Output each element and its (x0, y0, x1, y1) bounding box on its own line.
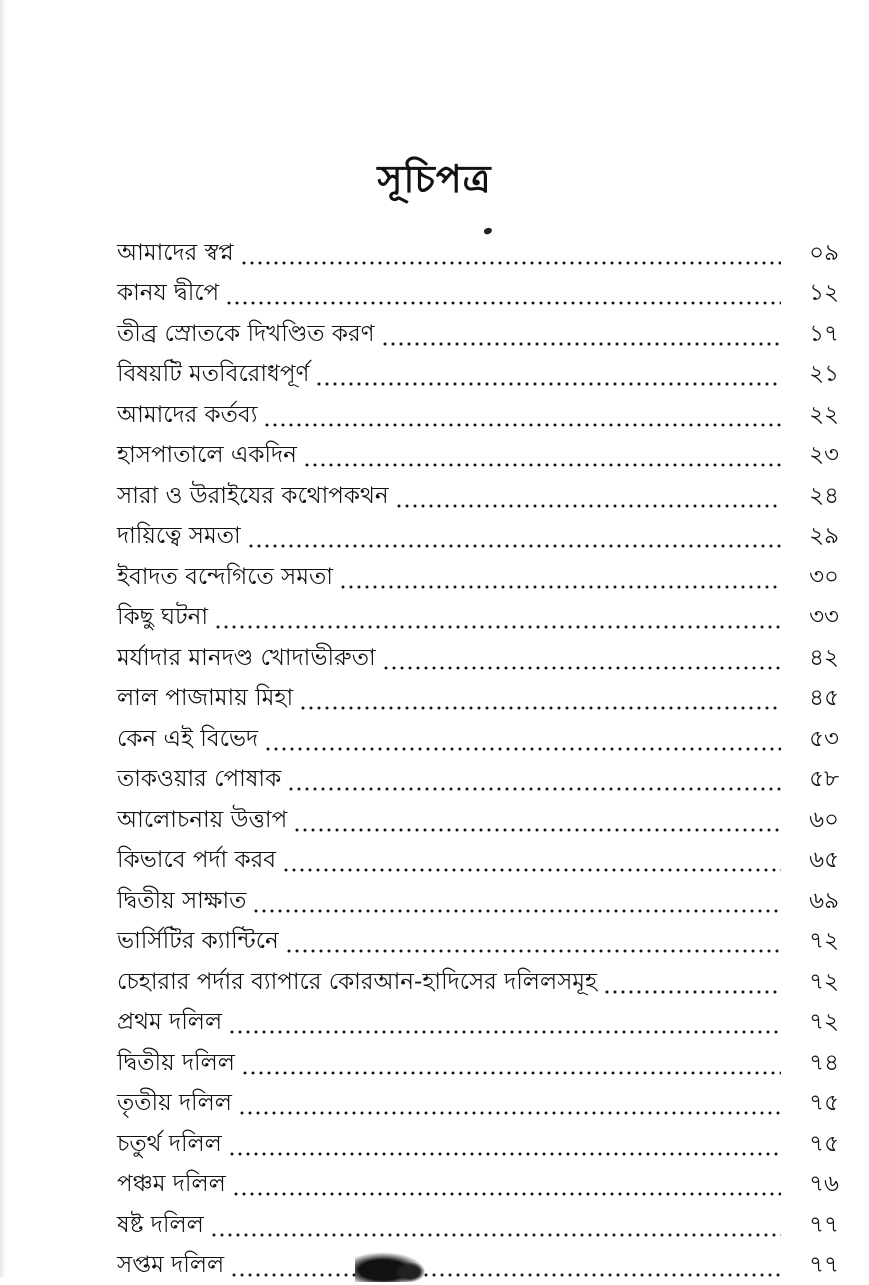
toc-entry (117, 597, 839, 638)
toc-entry-title: কিছু ঘটনা (117, 598, 214, 637)
toc-entry-title: তাকওয়ার পোষাক (117, 760, 287, 799)
toc-entry (117, 556, 839, 597)
toc-entry (117, 1164, 839, 1205)
dot-leader (238, 1111, 781, 1115)
toc-entry-title: মর্যাদার মানদণ্ড খোদাভীরুতা (117, 639, 382, 678)
toc-entry-page-number: ৩৩ (791, 598, 839, 637)
dot-leader (287, 787, 781, 791)
toc-entry-title: আমাদের স্বপ্ন (117, 234, 240, 273)
toc-entry-page-number: ১৭ (791, 315, 839, 354)
toc-entry-title: কিভাবে পর্দা করব (117, 841, 282, 880)
toc-entry-title: আমাদের কর্তব্য (117, 396, 263, 435)
toc-entry-title: প্রথম দলিল (117, 1003, 228, 1042)
toc-entry-page-number: ৭২ (791, 963, 839, 1002)
toc-entry-page-number: ৭৭ (791, 1246, 839, 1285)
toc-entry-page-number: ৭৫ (791, 1125, 839, 1164)
dot-leader (293, 828, 781, 832)
toc-entry-page-number: ২৯ (791, 517, 839, 556)
toc-entry-title: চেহারার পর্দার ব্যাপারে কোরআন-হাদিসের দলিলসমূহ (117, 963, 603, 1002)
toc-entry-page-number: ৬০ (791, 801, 839, 840)
toc-entry-title: ইবাদত বন্দেগিতে সমতা (117, 558, 339, 597)
toc-entry-page-number: ১২ (791, 274, 839, 313)
toc-entry-title: কেন এই বিভেদ (117, 720, 264, 759)
dot-leader (603, 990, 781, 994)
toc-entry-page-number: ৬৯ (791, 882, 839, 921)
dot-leader (240, 261, 781, 265)
toc-entry-page-number: ২৩ (791, 436, 839, 475)
dot-leader (241, 1071, 781, 1075)
toc-entry-page-number: ৭২ (791, 922, 839, 961)
dot-leader (395, 504, 781, 508)
toc-entry (117, 840, 839, 881)
dot-leader (315, 382, 781, 386)
toc-entry-page-number: ৪৫ (791, 679, 839, 718)
toc-entry (117, 273, 839, 314)
toc-entry (117, 678, 839, 719)
toc-entry (117, 1123, 839, 1164)
toc-entry (117, 759, 839, 800)
toc-entry-title: কানয দ্বীপে (117, 274, 225, 313)
page-title: সূচিপত্র (0, 150, 869, 214)
toc-entry-title: ষষ্ট দলিল (117, 1206, 210, 1245)
toc-entry (117, 880, 839, 921)
toc-entry-page-number: ২১ (791, 355, 839, 394)
toc-entry (117, 1245, 839, 1285)
dot-leader (228, 1030, 781, 1034)
toc-entry (117, 1002, 839, 1043)
toc-entry-page-number: ৫৮ (791, 760, 839, 799)
toc-entry-page-number: ৭৪ (791, 1044, 839, 1083)
toc-entry (117, 232, 839, 273)
ink-blot (395, 1262, 425, 1282)
toc-entry-page-number: ০৯ (791, 234, 839, 273)
toc-entry-title: তীব্র স্রোতকে দিখণ্ডিত করণ (117, 315, 381, 354)
dot-leader (282, 868, 781, 872)
toc-entry (117, 354, 839, 395)
toc-entry-page-number: ৭৬ (791, 1165, 839, 1204)
toc-entry-page-number: ৭২ (791, 1003, 839, 1042)
dot-leader (228, 1152, 781, 1156)
toc-entry (117, 961, 839, 1002)
toc-entry-page-number: ৭৭ (791, 1206, 839, 1245)
toc-entry-page-number: ৭৫ (791, 1084, 839, 1123)
dot-leader (339, 585, 781, 589)
dot-leader (247, 544, 781, 548)
toc-entry-page-number: ৫৩ (791, 720, 839, 759)
toc-entry (117, 313, 839, 354)
toc-entry-title: দায়িত্বে সমতা (117, 517, 247, 556)
table-of-contents (117, 232, 839, 1285)
toc-entry (117, 637, 839, 678)
dot-leader (299, 706, 781, 710)
toc-entry-title: চতুর্থ দলিল (117, 1125, 228, 1164)
dot-leader (214, 625, 781, 629)
toc-entry (117, 921, 839, 962)
toc-entry-page-number: ৪২ (791, 639, 839, 678)
toc-entry-title: সপ্তম দলিল (117, 1246, 230, 1285)
dot-leader (303, 463, 781, 467)
toc-entry (117, 1042, 839, 1083)
toc-entry-title: বিষয়টি মতবিরোধপূর্ণ (117, 355, 315, 394)
toc-entry-title: পঞ্চম দলিল (117, 1165, 232, 1204)
dot-leader (381, 342, 781, 346)
toc-entry-title: সারা ও উরাইযের কথোপকথন (117, 477, 395, 516)
toc-entry-title: দ্বিতীয় সাক্ষাত (117, 882, 252, 921)
toc-entry-page-number: ৩০ (791, 558, 839, 597)
toc-entry-title: হাসপাতালে একদিন (117, 436, 303, 475)
toc-entry (117, 1083, 839, 1124)
dot-leader (263, 423, 781, 427)
dot-leader (252, 909, 781, 913)
toc-entry (117, 435, 839, 476)
toc-entry-title: ভার্সিটির ক্যান্টিনে (117, 922, 285, 961)
toc-entry-title: লাল পাজামায় মিহা (117, 679, 299, 718)
toc-entry-title: তৃতীয় দলিল (117, 1084, 238, 1123)
toc-entry (117, 516, 839, 557)
toc-entry (117, 1204, 839, 1245)
toc-entry (117, 475, 839, 516)
toc-entry-page-number: ২২ (791, 396, 839, 435)
toc-entry-title: দ্বিতীয় দলিল (117, 1044, 241, 1083)
dot-leader (225, 301, 781, 305)
dot-leader (210, 1233, 781, 1237)
toc-entry-title: আলোচনায় উত্তাপ (117, 801, 293, 840)
dot-leader (382, 666, 781, 670)
dot-leader (285, 949, 781, 953)
toc-entry-page-number: ৬৫ (791, 841, 839, 880)
toc-entry (117, 394, 839, 435)
dot-leader (230, 1273, 781, 1277)
toc-entry-page-number: ২৪ (791, 477, 839, 516)
toc-entry (117, 799, 839, 840)
toc-entry (117, 718, 839, 759)
dot-leader (232, 1192, 781, 1196)
dot-leader (264, 747, 781, 751)
